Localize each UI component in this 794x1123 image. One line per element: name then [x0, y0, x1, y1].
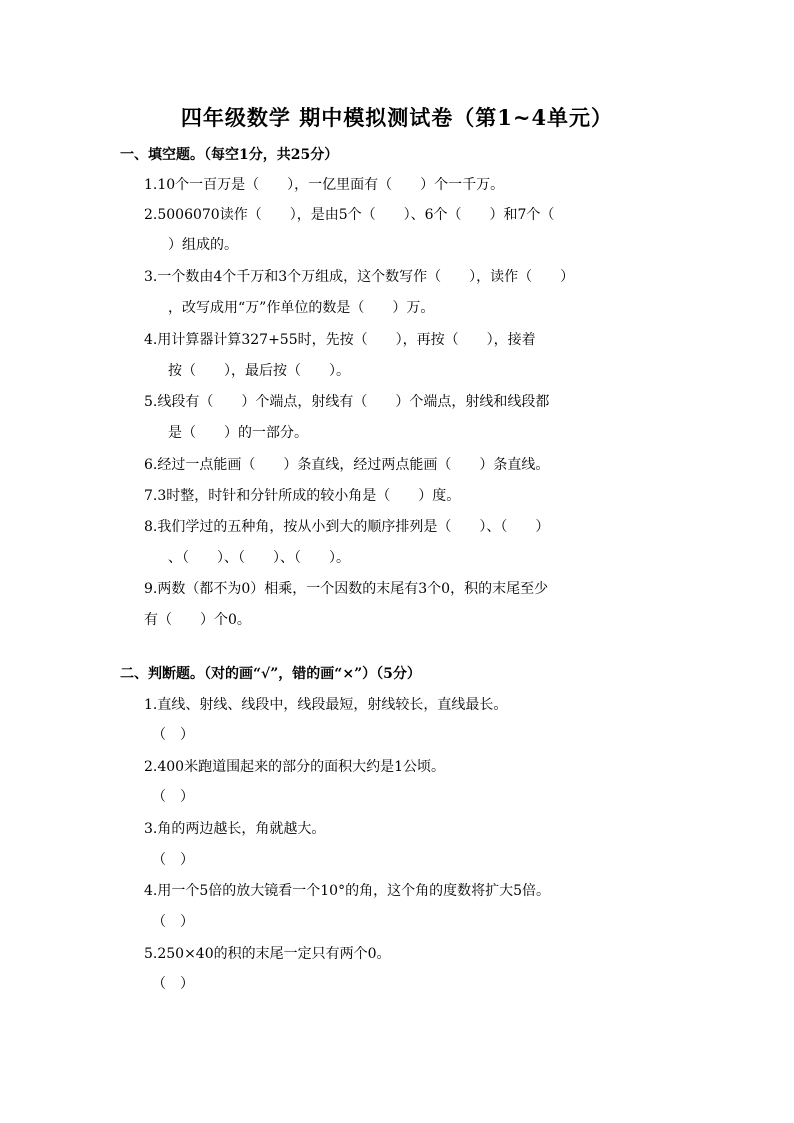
question-line: 4.用计算器计算327+55时，先按（ ），再按（ ），接着 — [144, 332, 536, 348]
section-2-heading: 二、判断题。（对的画“√”，错的画“×”）（5分） — [120, 666, 421, 682]
answer-blank[interactable]: （ ） — [152, 852, 194, 868]
section-1-heading: 一、填空题。（每空1分，共25分） — [120, 147, 339, 163]
question-line: ，改写成用“万”作单位的数是（ ）万。 — [168, 300, 435, 316]
answer-blank[interactable]: （ ） — [152, 789, 194, 805]
question-line: 是（ ）的一部分。 — [168, 425, 308, 441]
question-line: 3.一个数由4个千万和3个万组成，这个数写作（ ），读作（ ） — [144, 269, 575, 285]
judge-question: 1.直线、射线、线段中，线段最短，射线较长，直线最长。 — [144, 697, 508, 713]
answer-blank[interactable]: （ ） — [152, 727, 194, 743]
answer-blank[interactable]: （ ） — [152, 914, 194, 930]
question-line: 按（ ），最后按（ ）。 — [168, 363, 350, 379]
question-line: 2.5006070读作（ ），是由5个（ ）、6个（ ）和7个（ — [144, 207, 555, 223]
judge-question: 2.400米跑道围起来的部分的面积大约是1公顷。 — [144, 759, 445, 775]
question-line: 7.3时整，时针和分针所成的较小角是（ ）度。 — [144, 488, 461, 504]
question-line: 有（ ）个0。 — [144, 612, 251, 628]
question-line: 1.10个一百万是（ ），一亿里面有（ ）个一千万。 — [144, 177, 505, 193]
judge-question: 3.角的两边越长，角就越大。 — [144, 821, 326, 837]
question-line: 9.两数（都不为0）相乘，一个因数的末尾有3个0，积的末尾至少 — [144, 581, 549, 597]
question-line: 8.我们学过的五种角，按从小到大的顺序排列是（ ）、（ ） — [144, 519, 550, 535]
question-line: 5.线段有（ ）个端点，射线有（ ）个端点，射线和线段都 — [144, 394, 550, 410]
page-title: 四年级数学 期中模拟测试卷（第1~4单元） — [180, 105, 614, 130]
question-line: 、（ ）、（ ）、（ ）。 — [168, 550, 350, 566]
question-line: ）组成的。 — [168, 237, 238, 253]
question-line: 6.经过一点能画（ ）条直线，经过两点能画（ ）条直线。 — [144, 457, 550, 473]
judge-question: 4.用一个5倍的放大镜看一个10°的角，这个角的度数将扩大5倍。 — [144, 883, 550, 899]
judge-question: 5.250×40的积的末尾一定只有两个0。 — [144, 946, 391, 962]
answer-blank[interactable]: （ ） — [152, 976, 194, 992]
